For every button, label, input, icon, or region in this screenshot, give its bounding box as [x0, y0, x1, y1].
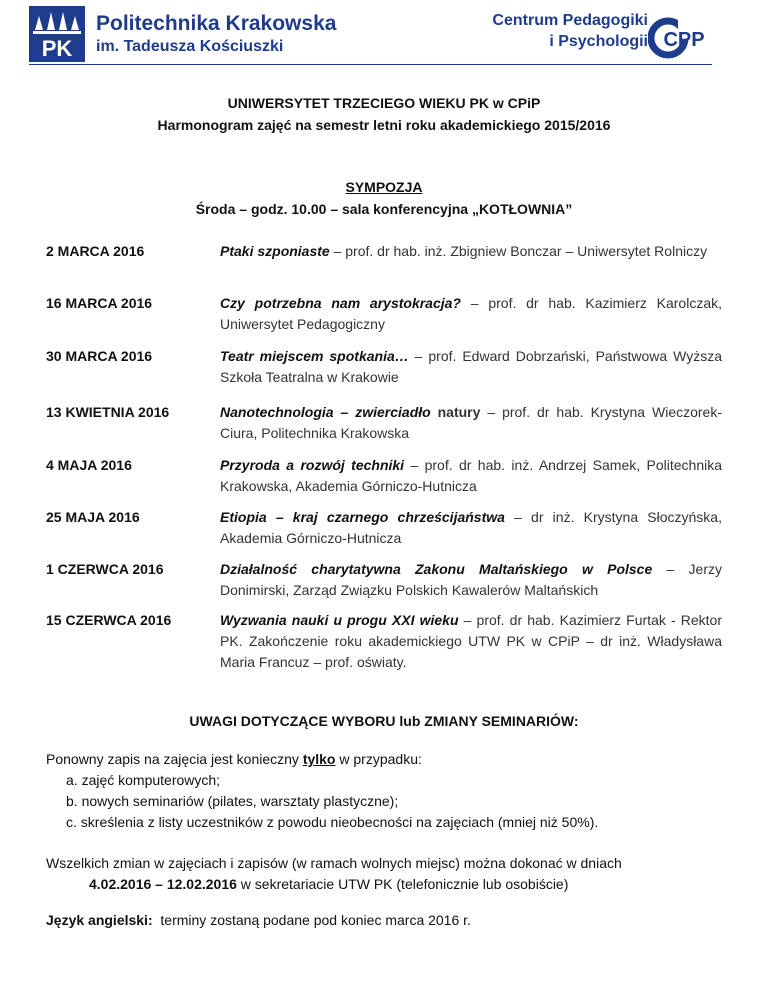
list-item: b. nowych seminariów (pilates, warsztaty plastyczne); — [66, 793, 399, 809]
sympozja-subtitle: Środa – godz. 10.00 – sala konferencyjna „KOTŁOWNIA” — [195, 201, 573, 217]
schedule-speaker: – prof. dr hab. Kazimierz Karolczak, Uniwersytet Pedagogiczny — [220, 295, 722, 332]
cpip-logo — [648, 16, 708, 60]
university-name: Politechnika Krakowska — [96, 12, 337, 35]
notes-paragraph-1 — [46, 749, 422, 770]
schedule-topic: Przyroda a rozwój techniki — [220, 457, 405, 473]
schedule-date: 25 MAJA 2016 — [46, 509, 140, 525]
schedule-description — [220, 610, 722, 673]
schedule-topic: Ptaki szponiaste — [220, 243, 330, 259]
schedule-date: 1 CZERWCA 2016 — [46, 561, 164, 577]
document-title — [0, 92, 768, 136]
schedule-date: 4 MAJA 2016 — [46, 457, 132, 473]
schedule-description — [220, 346, 722, 388]
header-divider — [29, 64, 712, 65]
list-item: a. zajęć komputerowych; — [66, 772, 221, 788]
title-line-2: Harmonogram zajęć na semestr letni roku akademickiego 2015/2016 — [157, 117, 611, 133]
notes-heading: UWAGI DOTYCZĄCE WYBORU lub ZMIANY SEMINARIÓW: — [189, 713, 579, 729]
schedule-speaker: – prof. dr hab. inż. Zbigniew Bonczar – Uniwersytet Rolniczy — [329, 243, 708, 259]
schedule-date: 2 MARCA 2016 — [46, 243, 145, 259]
english-note — [46, 910, 471, 931]
notes-list — [66, 770, 598, 833]
cpip-logo-letters: CPP — [663, 29, 705, 51]
schedule-description — [220, 559, 722, 601]
schedule-speaker: – Jerzy Donimirski, Zarząd Związku Polskich Kawalerów Maltańskich — [220, 561, 722, 598]
schedule-speaker: – prof. dr hab. Krystyna Wieczorek-Ciura, Politechnika Krakowska — [220, 404, 722, 441]
change-dates: 4.02.2016 – 12.02.2016 — [89, 876, 237, 892]
schedule-date: 16 MARCA 2016 — [46, 295, 153, 311]
center-name — [492, 10, 648, 52]
schedule-topic: Wyzwania nauki u progu XXI wieku — [220, 612, 459, 628]
schedule-speaker: – dr inż. Krystyna Słoczyńska, Akademia Górniczo-Hutnicza — [220, 509, 722, 546]
center-name-line1: Centrum Pedagogiki — [492, 12, 648, 29]
pk-logo-letters: PK — [41, 36, 73, 61]
schedule-description — [220, 455, 722, 497]
schedule-description — [220, 402, 722, 444]
schedule-topic: Teatr miejscem spotkania… — [220, 348, 409, 364]
english-label: Język angielski: — [46, 912, 153, 928]
schedule-date: 15 CZERWCA 2016 — [46, 612, 172, 628]
notes-p1-end: w przypadku: — [335, 751, 422, 767]
schedule-date: 30 MARCA 2016 — [46, 348, 153, 364]
change-location: w sekretariacie UTW PK (telefonicznie lub osobiście) — [236, 876, 569, 892]
schedule-date: 13 KWIETNIA 2016 — [46, 404, 170, 420]
list-item: c. skreślenia z listy uczestników z powodu nieobecności na zajęciach (mniej niż 50%). — [66, 814, 599, 830]
schedule-speaker: – prof. dr hab. Kazimierz Furtak - Rektor PK. Zakończenie roku akademickiego UTW PK w CPiP – dr inż. Władysława Maria Francuz – prof. oświaty. — [220, 612, 722, 670]
sympozja-heading — [0, 176, 768, 220]
sympozja-title: SYMPOZJA — [345, 179, 423, 195]
schedule-topic: Nanotechnologia – zwierciadło — [220, 404, 431, 420]
schedule-speaker: – prof. dr hab. inż. Andrzej Samek, Politechnika Krakowska, Akademia Górniczo-Hutnicza — [220, 457, 722, 494]
title-line-1: UNIWERSYTET TRZECIEGO WIEKU PK w CPiP — [227, 95, 541, 111]
english-text: terminy zostaną podane pod koniec marca 2016 r. — [152, 912, 471, 928]
schedule-topic: Etiopia – kraj czarnego chrześcijaństwa — [220, 509, 505, 525]
notes-p1-text: Ponowny zapis na zajęcia jest konieczny — [46, 751, 303, 767]
schedule-description — [220, 241, 722, 262]
schedule-description — [220, 507, 722, 549]
schedule-speaker: – prof. Edward Dobrzański, Państwowa Wyższa Szkoła Teatralna w Krakowie — [220, 348, 722, 385]
schedule-topic-extra: natury — [430, 404, 481, 420]
notes-p1-emphasis: tylko — [302, 751, 336, 767]
schedule-topic: Działalność charytatywna Zakonu Maltańskiego w Polsce — [220, 561, 653, 577]
university-subtitle: im. Tadeusza Kościuszki — [96, 38, 284, 55]
schedule-description — [220, 293, 722, 335]
letterhead — [0, 0, 768, 70]
pk-university-logo — [29, 6, 85, 62]
center-name-line2: i Psychologii — [549, 33, 648, 50]
notes-paragraph-3 — [89, 874, 568, 895]
schedule-topic: Czy potrzebna nam arystokracja? — [220, 295, 461, 311]
notes-paragraph-2: Wszelkich zmian w zajęciach i zapisów (w ramach wolnych miejsc) można dokonać w dniach — [46, 855, 622, 871]
